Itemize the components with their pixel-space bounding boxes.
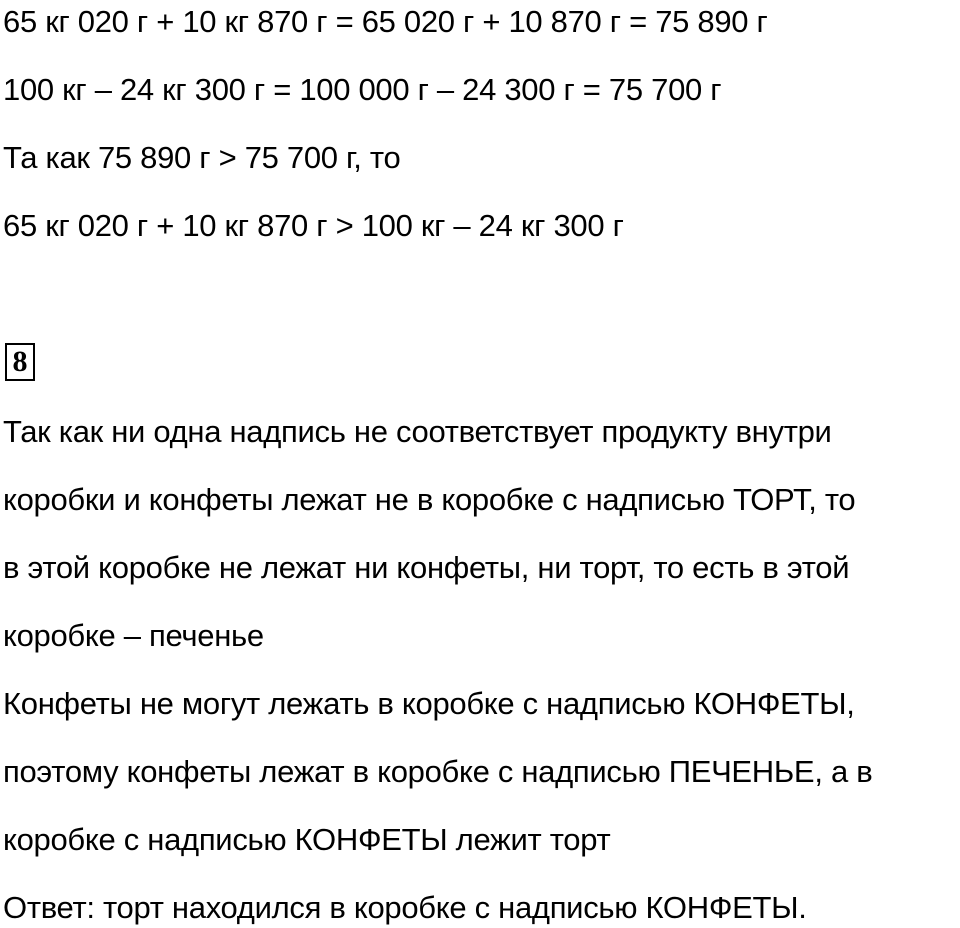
- comparison-line: Та как 75 890 г > 75 700 г, то: [3, 140, 401, 175]
- task-8-text-line: Конфеты не могут лежать в коробке с надписью КОНФЕТЫ,: [3, 686, 855, 721]
- task-8-text-line: поэтому конфеты лежат в коробке с надписью ПЕЧЕНЬЕ, а в: [3, 754, 873, 789]
- task-number-badge: 8: [5, 343, 35, 381]
- task-8-text-line: коробки и конфеты лежат не в коробке с надписью ТОРТ, то: [3, 482, 856, 517]
- task-8-text-line: Так как ни одна надпись не соответствует продукту внутри: [3, 414, 832, 449]
- answer-line: Ответ: торт находился в коробке с надписью КОНФЕТЫ.: [3, 890, 807, 925]
- task-8-text-line: в этой коробке не лежат ни конфеты, ни торт, то есть в этой: [3, 550, 850, 585]
- conclusion-line: 65 кг 020 г + 10 кг 870 г > 100 кг – 24 кг 300 г: [3, 208, 624, 243]
- equation-line-difference: 100 кг – 24 кг 300 г = 100 000 г – 24 300 г = 75 700 г: [3, 72, 722, 107]
- equation-line-sum: 65 кг 020 г + 10 кг 870 г = 65 020 г + 10 870 г = 75 890 г: [3, 4, 768, 39]
- task-8-text-line: коробке – печенье: [3, 618, 264, 653]
- task-8-text-line: коробке с надписью КОНФЕТЫ лежит торт: [3, 822, 611, 857]
